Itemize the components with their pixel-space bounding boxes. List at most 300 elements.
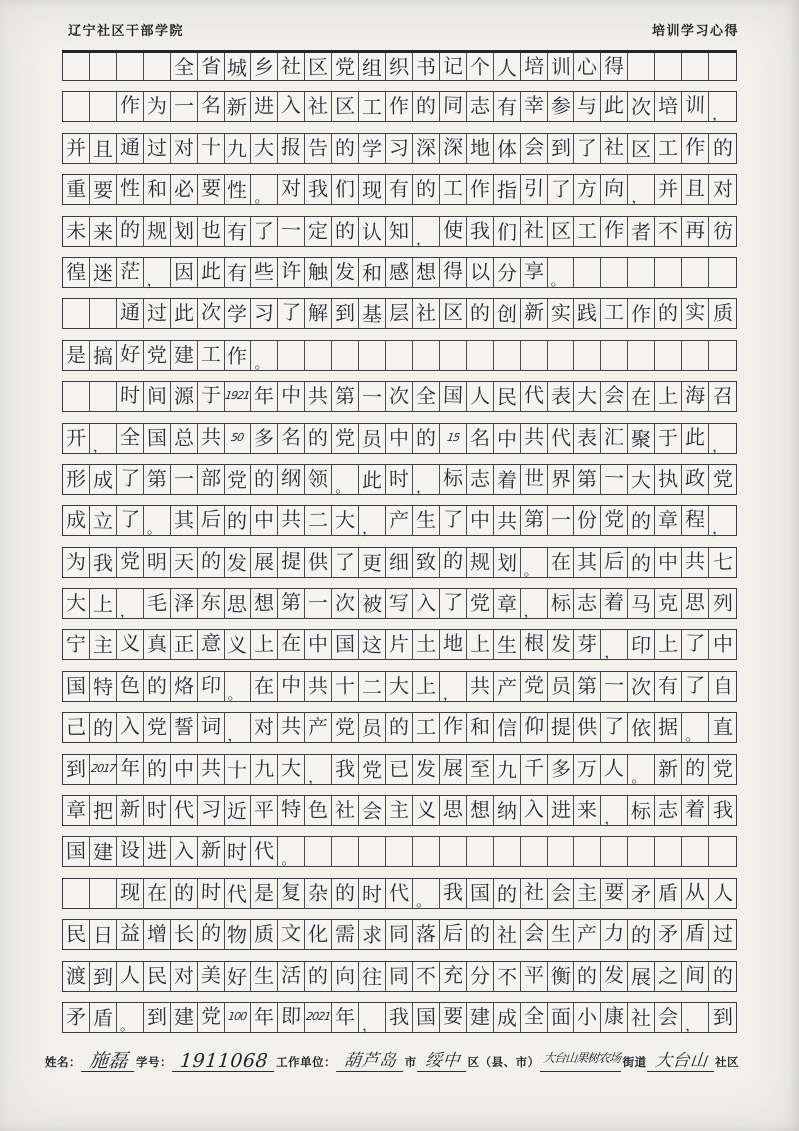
handwritten-character: 上 [469,632,490,657]
grid-cell [198,134,225,163]
handwritten-character: 社 [523,217,544,242]
handwritten-character: 盾 [657,880,679,905]
grid-cell [90,92,117,122]
handwritten-character: 中 [281,382,302,408]
grid-cell [90,382,117,411]
grid-cell [90,341,117,371]
handwritten-character: 被 [361,591,383,617]
handwritten-character: 。 [227,684,243,703]
handwritten-character: 的 [415,425,437,450]
handwritten-character: 的 [119,217,141,242]
community-suffix: 社区 [715,1055,740,1069]
grid-cell [359,1003,386,1033]
handwritten-character: 人 [604,755,625,780]
handwritten-character: 向 [334,963,356,988]
handwritten-character: 日 [92,923,114,948]
grid-cell [251,879,278,909]
grid-cell [278,755,305,785]
grid-cell [278,630,305,660]
handwritten-character: 的 [684,755,706,780]
grid-cell [386,382,413,411]
handwritten-character: 想 [415,259,437,285]
grid-cell [251,424,278,454]
handwritten-character: 不 [657,218,679,243]
grid-cell [655,424,682,454]
grid-cell [117,630,144,660]
grid-cell [332,879,359,909]
grid-cell [467,920,494,949]
handwritten-character: 力 [604,920,625,946]
grid-cell [198,92,225,122]
grid-cell [63,837,90,867]
grid-cell [225,548,252,578]
district-suffix: 区（县、市） [467,1055,540,1069]
grid-cell [521,879,548,909]
grid-cell [521,548,548,578]
grid-cell [63,465,90,495]
handwritten-character: 新 [119,796,141,822]
grid-cell [440,506,467,536]
grid-cell [63,217,90,247]
grid-cell [494,1003,521,1033]
grid-cell [171,837,198,867]
grid-cell [305,920,332,949]
handwritten-character: 新 [227,95,248,120]
grid-cell [359,382,386,411]
grid-cell [709,134,736,163]
grid-cell [225,424,252,454]
grid-cell [440,920,467,949]
handwritten-character: 总 [173,425,194,450]
handwritten-character: 渡 [65,963,87,988]
grid-cell [251,796,278,826]
grid-cell [198,589,225,619]
handwritten-character: 生 [254,963,275,988]
handwritten-character: 员 [550,673,571,699]
grid-cell [198,506,225,536]
handwritten-character: 复 [281,879,302,905]
handwritten-character: 规 [146,218,167,243]
handwritten-character: 十 [334,673,356,699]
grid-cell [628,506,655,536]
grid-cell [278,1003,305,1033]
handwritten-character: 需 [334,922,356,947]
handwritten-character: 现 [361,177,383,203]
grid-cell [709,630,736,660]
handwritten-character: 是 [254,880,275,905]
grid-cell [628,548,655,578]
handwritten-character: 纲 [281,465,302,491]
handwritten-character: 杂 [308,880,329,905]
handwritten-character: 实 [550,301,571,326]
handwritten-character: 深 [442,134,464,160]
grid-cell [332,341,359,371]
handwritten-character: 九 [496,757,517,782]
handwritten-character: 成 [496,1005,517,1031]
grid-cell [413,837,440,867]
grid-cell [413,465,440,495]
handwritten-character: 了 [281,300,302,325]
grid-cell [548,341,575,371]
handwritten-character: 份 [577,508,598,533]
handwritten-character: 万 [577,756,598,781]
handwritten-character: 十 [200,134,221,160]
handwritten-character: 许 [281,258,302,284]
grid-cell [225,382,252,411]
handwritten-character: 立 [92,509,114,534]
handwritten-character: 新 [657,756,679,781]
handwritten-character: 衡 [550,963,571,988]
handwritten-character: 誓 [173,715,194,740]
grid-cell [225,796,252,826]
handwritten-character: 中 [388,425,410,450]
handwritten-character: 作 [631,302,652,327]
handwritten-character: 其 [173,508,194,533]
handwritten-character: 党 [469,590,490,616]
grid-row [62,505,737,536]
handwritten-character: 标 [631,798,652,824]
grid-cell [63,424,90,454]
grid-cell [682,962,709,991]
grid-cell [628,53,655,81]
grid-cell [548,920,575,949]
handwritten-character: 年 [254,1004,275,1030]
handwritten-character: 工 [442,175,464,201]
grid-cell [386,1003,413,1033]
handwritten-character: 过 [712,922,733,947]
grid-cell [494,962,521,991]
grid-cell [386,53,413,81]
handwritten-character: 化 [308,922,329,947]
handwritten-character: 在 [146,880,167,905]
grid-cell [251,134,278,163]
handwritten-character: 以 [469,259,490,285]
grid-cell [413,962,440,991]
handwritten-character: 的 [308,963,329,988]
grid-cell [332,796,359,826]
handwritten-character: 党 [604,507,625,532]
grid-cell [655,920,682,949]
handwritten-character: 再 [684,217,706,242]
handwritten-character: 召 [712,383,733,409]
grid-cell [278,920,305,949]
grid-cell [305,506,332,536]
grid-cell [574,217,601,247]
grid-cell [144,424,171,454]
handwritten-character: 的 [334,135,356,160]
grid-cell [628,920,655,949]
grid-cell [413,506,440,536]
handwritten-character: 面 [550,1004,571,1030]
grid-cell [709,796,736,826]
handwritten-character: 中 [281,672,302,698]
grid-cell [359,175,386,205]
handwritten-character: 会 [523,920,544,946]
grid-cell [251,299,278,328]
grid-cell [413,796,440,826]
grid-cell [251,465,278,495]
handwritten-character: 训 [684,93,706,118]
handwritten-character: 者 [631,219,652,244]
handwritten-character: 多 [254,425,275,450]
handwritten-character: ， [442,684,458,703]
handwritten-character: 产 [308,715,329,740]
grid-cell [709,879,736,909]
grid-cell [386,175,413,205]
grid-cell [198,299,225,328]
handwritten-character: 搞 [92,343,114,368]
grid-cell [413,53,440,81]
handwritten-character: 的 [631,509,652,534]
handwritten-character: 上 [415,673,437,699]
handwritten-character: 迷 [92,260,114,286]
grid-row [62,133,737,164]
grid-cell [521,175,548,205]
township-suffix: 街道 [622,1055,647,1069]
grid-cell [467,548,494,578]
handwritten-character: 代 [550,425,571,450]
handwritten-character: 发 [550,632,571,657]
grid-cell [548,134,575,163]
grid-row [62,754,737,785]
grid-cell [574,713,601,743]
grid-cell [548,217,575,247]
handwritten-character: 汇 [604,424,625,449]
grid-cell [628,382,655,411]
handwritten-character: 得 [604,53,625,79]
grid-cell [655,755,682,785]
handwritten-character: 向 [604,175,625,201]
grid-cell [225,630,252,660]
handwritten-character: 的 [442,548,464,573]
grid-cell [521,506,548,536]
header-institution: 辽宁社区干部学院 [68,24,185,39]
handwritten-character: 社 [308,94,329,119]
grid-cell [144,755,171,785]
grid-cell [305,589,332,619]
grid-cell [171,755,198,785]
handwritten-character: ， [415,229,431,248]
grid-row [62,795,737,826]
township-value: 大台山果树农场 [540,1048,623,1072]
grid-cell [494,548,521,578]
grid-cell [332,382,359,411]
handwritten-character: 培 [657,94,679,119]
handwritten-character: 同 [388,922,410,947]
handwritten-character: 新 [523,300,544,325]
grid-cell [332,465,359,495]
grid-cell [440,672,467,702]
grid-cell [494,589,521,619]
grid-cell [601,92,628,122]
handwritten-character: ， [712,519,728,538]
grid-cell [440,548,467,578]
handwritten-character: 程 [684,507,706,532]
footer-fill-in-line [44,1048,762,1072]
grid-cell [63,755,90,785]
handwritten-character: 求 [361,923,383,948]
grid-cell [63,134,90,163]
handwritten-character: 享 [523,258,544,284]
handwritten-character: 性 [119,175,141,201]
grid-cell [709,258,736,288]
grid-cell [709,341,736,371]
handwritten-character: 必 [173,176,194,202]
handwritten-character: 我 [712,797,733,823]
handwritten-character: 些 [254,259,275,285]
grid-cell [359,258,386,288]
grid-cell [117,920,144,949]
handwritten-character: ， [362,519,378,538]
handwritten-character: 告 [308,135,329,160]
handwritten-character: 的 [496,881,517,906]
handwritten-character: 人 [712,880,733,905]
handwritten-character: 一 [604,672,625,698]
handwritten-character: 一 [173,466,194,492]
handwritten-character: 开 [65,425,87,450]
grid-cell [359,755,386,785]
handwritten-character: 们 [334,176,356,202]
handwritten-character: 社 [415,301,437,326]
handwritten-character: 的 [92,716,114,741]
grid-cell [359,962,386,991]
grid-cell [332,548,359,578]
grid-cell [305,382,332,411]
grid-cell [332,258,359,288]
handwritten-character: 感 [388,259,410,285]
grid-cell [521,299,548,328]
handwritten-character: 对 [254,715,275,740]
handwritten-character: 作 [604,217,625,242]
grid-cell [467,672,494,702]
grid-cell [171,424,198,454]
grid-cell [117,465,144,495]
handwritten-character: 想 [254,590,275,616]
grid-cell [225,465,252,495]
grid-cell [413,424,440,454]
grid-cell [548,630,575,660]
handwritten-character: 其 [577,549,598,574]
handwritten-character: 正 [173,632,194,657]
handwritten-character: 成 [65,508,87,533]
city-suffix: 市 [404,1055,417,1069]
grid-cell [144,134,171,163]
grid-cell [709,713,736,743]
handwritten-character: 到 [712,1004,733,1030]
grid-cell [574,341,601,371]
handwritten-character: 区 [631,136,652,161]
grid-row [62,257,737,288]
grid-cell [117,134,144,163]
handwritten-character: 的 [173,880,194,905]
grid-cell [278,506,305,536]
grid-row [62,50,737,81]
handwritten-character: 上 [657,383,679,409]
handwritten-character: 为 [65,549,87,574]
grid-cell [709,962,736,991]
handwritten-character: 通 [119,300,141,325]
handwritten-character: 了 [604,713,625,739]
grid-cell [521,755,548,785]
grid-cell [601,548,628,578]
grid-cell [521,465,548,495]
grid-cell [413,175,440,205]
header-doc-type: 培训学习心得 [651,24,739,39]
grid-cell [278,92,305,122]
grid-cell [278,217,305,247]
handwritten-character: 训 [550,54,571,80]
grid-cell [251,1003,278,1033]
handwritten-character: 人 [496,55,517,81]
grid-cell [144,92,171,122]
grid-cell [359,672,386,702]
grid-cell [628,134,655,163]
handwritten-character: 志 [657,797,679,823]
grid-cell [574,92,601,122]
grid-cell [440,134,467,163]
handwritten-character: 城 [227,55,248,81]
handwritten-character: 2017 [90,761,116,775]
handwritten-character: 往 [361,964,383,989]
grid-cell [494,630,521,660]
grid-cell [601,134,628,163]
grid-cell [359,53,386,81]
handwritten-character: 有 [227,219,248,244]
handwritten-character: 与 [577,94,598,119]
grid-cell [386,920,413,949]
grid-cell [63,341,90,371]
grid-cell [144,53,171,81]
grid-cell [601,962,628,991]
handwritten-character: 印 [631,633,652,658]
grid-cell [413,920,440,949]
manuscript-grid [62,50,737,1043]
grid-cell [90,713,117,743]
grid-cell [601,424,628,454]
grid-cell [494,424,521,454]
grid-cell [117,175,144,205]
grid-cell [682,837,709,867]
grid-cell [709,465,736,495]
grid-cell [494,217,521,247]
handwritten-character: ， [362,1015,378,1034]
handwritten-character: 实 [684,300,706,325]
handwritten-character: 国 [146,425,167,450]
handwritten-character: 指 [496,177,517,203]
handwritten-character: ， [523,602,539,621]
handwritten-character: 区 [308,54,329,80]
handwritten-character: 进 [146,839,167,864]
handwritten-character: 次 [388,383,410,409]
handwritten-character: 名 [200,93,221,118]
handwritten-character: 次 [200,300,221,325]
handwritten-character: 我 [469,218,490,243]
handwritten-character: 重 [65,176,87,202]
handwritten-character: 了 [334,549,356,574]
grid-cell [278,713,305,743]
grid-cell [251,920,278,949]
handwritten-character: 长 [173,922,194,947]
handwritten-character: 创 [496,302,517,327]
grid-cell [144,630,171,660]
grid-cell [305,53,332,81]
grid-cell [117,382,144,411]
handwritten-character: 这 [361,633,383,658]
grid-cell [63,92,90,122]
handwritten-character: 一 [550,508,571,533]
grid-cell [574,258,601,288]
handwritten-character: 时 [388,466,410,492]
